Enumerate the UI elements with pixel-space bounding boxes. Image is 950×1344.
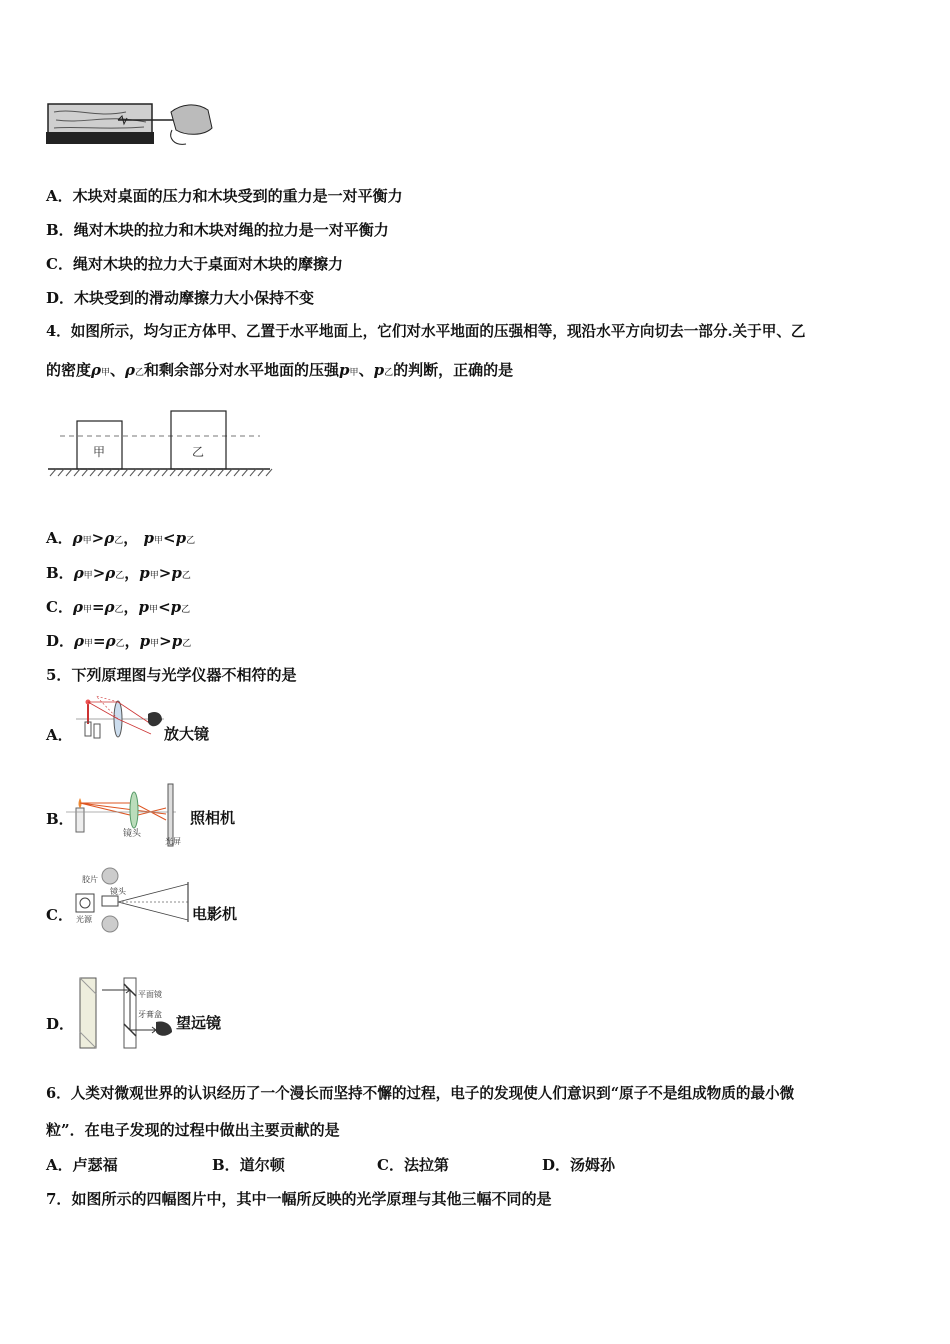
option-text: 绳对木块的拉力和木块对绳的拉力是一对平衡力 [73,221,389,239]
separator: ， [123,598,139,616]
separator: ， [124,564,140,582]
option-label: B． [46,564,74,582]
q5-option-b-text: 照相机 [190,809,236,827]
rho-symbol: ρ [105,564,116,582]
question-text: 的密度 [46,361,92,379]
q7-stem [46,1189,551,1209]
question-text: 下列原理图与光学仪器不相符的是 [71,666,297,684]
option-text: 绳对木块的拉力大于桌面对木块的摩擦力 [72,255,343,273]
rho-symbol: ρ [125,361,136,379]
relation: = [93,632,106,650]
subscript-yi: 乙 [186,536,196,546]
option-label: B． [46,221,74,239]
q3-option-b[interactable] [46,220,389,240]
q4-option-c[interactable] [46,597,190,620]
camera-diagram [66,778,188,850]
relation: > [91,529,105,547]
screen-label: 光屏 [165,837,181,846]
q5-option-c-text: 电影机 [192,905,238,923]
option-label: A． [46,187,73,205]
p-symbol: p [171,564,182,582]
q5-option-c-label[interactable]: C． [46,906,73,924]
option-text: 法拉第 [403,1156,449,1174]
question-number: 6． [46,1085,71,1102]
subscript-yi: 乙 [182,639,192,649]
option-label: C． [46,255,73,273]
subscript-jia: 甲 [84,639,94,649]
relation: > [92,564,106,582]
option-label: A． [46,529,73,547]
q5-option-b-label[interactable]: B． [46,810,74,828]
q4-option-d[interactable] [46,631,191,654]
q3-option-c[interactable] [46,254,343,274]
q4-stem-line1 [46,322,806,342]
q6-stem-line1 [46,1084,794,1104]
option-label: A． [46,1156,73,1174]
rho-symbol: ρ [104,529,115,547]
q4-option-b[interactable] [46,563,191,586]
q5-option-a-text: 放大镜 [164,725,210,743]
cube-label-yi: 乙 [191,445,205,459]
question-number: 5． [46,666,72,684]
subscript-yi: 乙 [114,605,124,615]
relation: < [162,529,176,547]
separator: ， [123,529,139,547]
subscript-jia: 甲 [83,571,93,581]
rho-symbol: ρ [73,564,84,582]
lens-label: 镜头 [122,829,142,839]
q6-stem-line2 [46,1120,340,1140]
q3-figure [46,100,216,150]
subscript-jia: 甲 [82,605,92,615]
relation: > [159,632,172,650]
q3-option-a[interactable] [46,186,403,206]
light-source-label: 光源 [76,915,92,924]
relation: = [91,598,105,616]
p-symbol: p [175,529,187,547]
subscript-yi: 乙 [115,571,125,581]
magnifier-diagram [76,694,164,744]
periscope-diagram [76,970,176,1052]
film-label: 胶片 [82,875,98,884]
subscript-yi: 乙 [115,639,125,649]
option-text: 汤姆孙 [570,1156,616,1174]
mirror-label: 平面镜 [138,990,162,999]
question-text: 人类对微观世界的认识经历了一个漫长而坚持不懈的过程，电子的发现使人们意识到“原子不是组成物质的最小微 [70,1085,795,1102]
cube-label-jia: 甲 [92,445,106,459]
p-symbol: p [373,361,385,379]
question-number: 4． [46,323,71,340]
q5-option-d-text: 望远镜 [176,1014,222,1032]
projector-diagram [74,866,192,936]
separator: 、 [358,361,374,379]
subscript-yi: 乙 [114,536,124,546]
p-symbol: p [139,564,150,582]
separator: 、 [110,361,126,379]
rho-symbol: ρ [91,361,101,379]
subscript-jia: 甲 [101,368,111,378]
subscript-jia: 甲 [149,571,159,581]
option-label: D． [542,1156,571,1174]
q6-option-d[interactable] [542,1155,615,1175]
question-text: 粒”．在电子发现的过程中做出主要贡献的是 [46,1121,340,1139]
question-number: 7． [46,1190,72,1208]
subscript-yi: 乙 [181,605,191,615]
option-label: D． [46,632,75,650]
lens-label: 镜头 [110,887,126,896]
p-symbol: p [139,632,151,650]
option-label: D． [46,289,75,307]
q5-option-d-label[interactable]: D． [46,1015,75,1033]
rho-symbol: ρ [74,632,84,650]
q5-option-a-label[interactable]: A． [46,726,73,744]
box-label: 牙膏盒 [138,1010,162,1019]
subscript-jia: 甲 [149,605,159,615]
option-label: B． [212,1156,240,1174]
subscript-yi: 乙 [384,368,394,378]
relation: > [158,564,172,582]
option-text: 木块对桌面的压力和木块受到的重力是一对平衡力 [72,187,403,205]
subscript-jia: 甲 [349,368,359,378]
q6-option-b[interactable] [212,1155,285,1175]
q6-option-a[interactable] [46,1155,118,1175]
p-symbol: p [138,598,150,616]
separator: ， [124,632,140,650]
subscript-yi: 乙 [181,571,191,581]
p-symbol: p [339,361,350,379]
q4-option-a[interactable] [46,528,195,551]
option-text: 道尔顿 [239,1156,285,1174]
q4-stem-line2 [46,360,513,383]
rho-symbol: ρ [72,598,83,616]
subscript-jia: 甲 [82,536,92,546]
q3-option-d[interactable] [46,288,314,308]
subscript-yi: 乙 [135,368,145,378]
option-text: 木块受到的滑动摩擦力大小保持不变 [74,289,315,307]
q4-figure [46,405,276,480]
q5-stem [46,665,296,685]
subscript-jia: 甲 [150,639,160,649]
rho-symbol: ρ [104,598,115,616]
relation: < [158,598,171,616]
rho-symbol: ρ [72,529,83,547]
p-symbol: p [143,529,154,547]
q6-option-c[interactable] [377,1155,449,1175]
question-text: 如图所示的四幅图片中，其中一幅所反映的光学原理与其他三幅不同的是 [71,1190,552,1208]
option-text: 卢瑟福 [72,1156,118,1174]
question-text: 和剩余部分对水平地面的压强 [144,361,340,379]
option-label: C． [377,1156,404,1174]
subscript-jia: 甲 [153,536,163,546]
option-label: C． [46,598,73,616]
question-text: 如图所示，均匀正方体甲、乙置于水平地面上，它们对水平地面的压强相等，现沿水平方向切去一部分.关于甲、乙 [70,323,806,340]
p-symbol: p [170,598,182,616]
question-text: 的判断，正确的是 [393,361,514,379]
rho-symbol: ρ [105,632,116,650]
p-symbol: p [171,632,183,650]
